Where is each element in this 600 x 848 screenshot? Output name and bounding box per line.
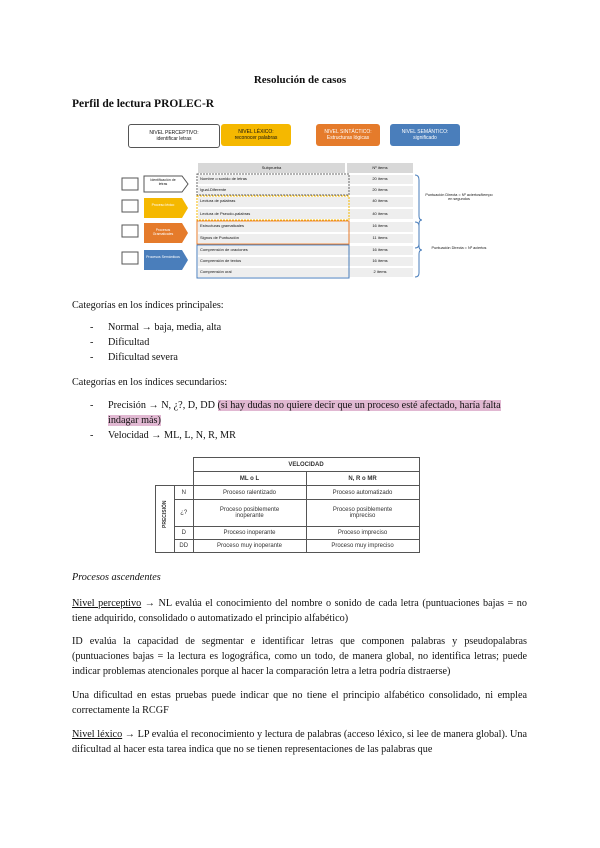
row-items: 2 ítems (373, 269, 387, 274)
paragraph-dificultad: Una dificultad en estas pruebas puede indicar que no tiene el principio alfabético consolidado, ni emplea correctamente la RCGF (72, 690, 527, 716)
table-cell: Proceso automatizado (306, 486, 419, 500)
table-code: DD (175, 540, 194, 553)
header-subprueba: Subprueba (261, 165, 282, 170)
section-title: Perfil de lectura PROLEC-R (72, 98, 215, 110)
level-desc: Estructuras lógicas (326, 135, 370, 141)
paragraph-perceptivo (72, 596, 527, 626)
precision-note: (si hay dudas no quiere decir que un proceso esté afectado, haría falta indagar más) (108, 400, 501, 426)
table-cell: Proceso posiblemente inoperante (193, 500, 306, 527)
list-principales (72, 320, 527, 365)
row-name: Igual-Diferente (200, 187, 227, 192)
row-name: Lectura de Pseudo-palabras (200, 211, 251, 216)
table-code: D (175, 527, 194, 540)
list-item-velocidad: - Velocidad → ML, L, N, R, MR (72, 428, 532, 443)
list-secundarios (72, 398, 532, 443)
row-items: 16 ítems (372, 258, 388, 263)
row-name: Signos de Puntuación (200, 235, 239, 240)
list-item: - Normal → baja, media, alta (72, 320, 527, 335)
row-items: 40 ítems (372, 211, 388, 216)
table-cell: Proceso impreciso (306, 527, 419, 540)
bracket-label-1: Puntuación Directa = Nº aciertos/tiempo en segundos (425, 193, 493, 201)
table-cell: Proceso inoperante (193, 527, 306, 540)
row-items: 16 ítems (372, 223, 388, 228)
table-code: N (175, 486, 194, 500)
table-cell: Proceso muy impreciso (306, 540, 419, 553)
row-name: Comprensión de textos (200, 258, 242, 263)
document-title: Resolución de casos (253, 74, 347, 86)
table-col1: ML o L (193, 472, 306, 486)
row-items: 20 ítems (372, 187, 388, 192)
side-label-lexico: Proceso léxico (151, 203, 175, 207)
row-items: 20 ítems (372, 176, 388, 181)
side-label-identificacion: Identificación de letras (150, 178, 176, 186)
table-col2: N, R o MR (306, 472, 419, 486)
list-item-precision (72, 398, 532, 428)
term-lexico: Nivel léxico (72, 729, 123, 740)
row-name: Comprensión oral (200, 269, 232, 274)
level-name: NIVEL SINTÁCTICO: (324, 129, 372, 135)
eye-icon (122, 225, 138, 237)
row-items: 40 ítems (372, 198, 388, 203)
eye-icon (122, 252, 138, 264)
table-row-header (156, 486, 175, 553)
level-desc: identificar letras (156, 136, 192, 142)
bracket-label-2: Puntuación Directa = Nº aciertos (431, 246, 487, 250)
level-desc: reconocer palabras (234, 135, 278, 141)
eye-icon (122, 200, 138, 212)
heading-secundarios: Categorías en los índices secundarios: (72, 377, 228, 388)
term-perceptivo: Nivel perceptivo (72, 598, 142, 609)
level-name: NIVEL PERCEPTIVO: (149, 130, 199, 136)
header-items: Nº ítems (372, 165, 388, 170)
table-cell: Proceso posiblemente impreciso (306, 500, 419, 527)
eye-icon (122, 178, 138, 190)
precision-vertical-label: PRECISIÓN (162, 500, 168, 528)
bracket-2 (415, 222, 422, 277)
level-name: NIVEL SEMÁNTICO: (401, 129, 449, 135)
heading-procesos: Procesos ascendentes (72, 572, 161, 583)
row-items: 16 ítems (372, 247, 388, 252)
paragraph-lexico (72, 727, 527, 757)
prolec-diagram (110, 118, 495, 283)
row-items: 11 ítems (372, 235, 388, 240)
arrow-lexico (144, 198, 188, 218)
precision-label: Precisión → N, ¿?, D, DD (108, 400, 215, 411)
text-lexico: → LP evalúa el reconocimiento y lectura de palabras (acceso léxico, si lee de manera global). Una dificultad al hacer esta tarea indica que no se tienen representaciones de las palabras que (72, 729, 527, 755)
table-cell: Proceso ralentizado (193, 486, 306, 500)
row-name: Estructuras gramaticales (200, 223, 245, 228)
arrow-semantico (144, 250, 188, 270)
list-item: - Dificultad severa (72, 350, 527, 365)
table-header-velocidad: VELOCIDAD (193, 458, 419, 472)
heading-principales: Categorías en los índices principales: (72, 300, 224, 311)
side-label-semanticos: Procesos Semánticos (146, 255, 180, 259)
table-cell: Proceso muy inoperante (193, 540, 306, 553)
row-name: Comprensión de oraciones (200, 247, 248, 252)
level-desc: significado (413, 135, 437, 141)
row-name: Nombre o sonido de letras (200, 176, 247, 181)
list-item: - Dificultad (72, 335, 527, 350)
text-perceptivo: → NL evalúa el conocimiento del nombre o sonido de cada letra (puntuaciones bajas = no tiene adquirido, consolidado o automatizado el principio alfabético) (72, 598, 527, 624)
side-label-gramaticales: Procesos Gramaticales (152, 228, 174, 236)
table-code: ¿? (175, 500, 194, 527)
velocidad-table (155, 457, 420, 553)
row-name: Lectura de palabras (200, 198, 236, 203)
paragraph-id: ID evalúa la capacidad de segmentar e identificar letras que componen palabras y pseudopalabras (puntuaciones bajas = la lectura es logográfica, como un todo, de manera global, no identifica letras; puede indicar problemas atencionales porque al hacer la comparación letra a letra podría distraerse) (72, 636, 527, 677)
level-name: NIVEL LÉXICO: (238, 129, 274, 135)
